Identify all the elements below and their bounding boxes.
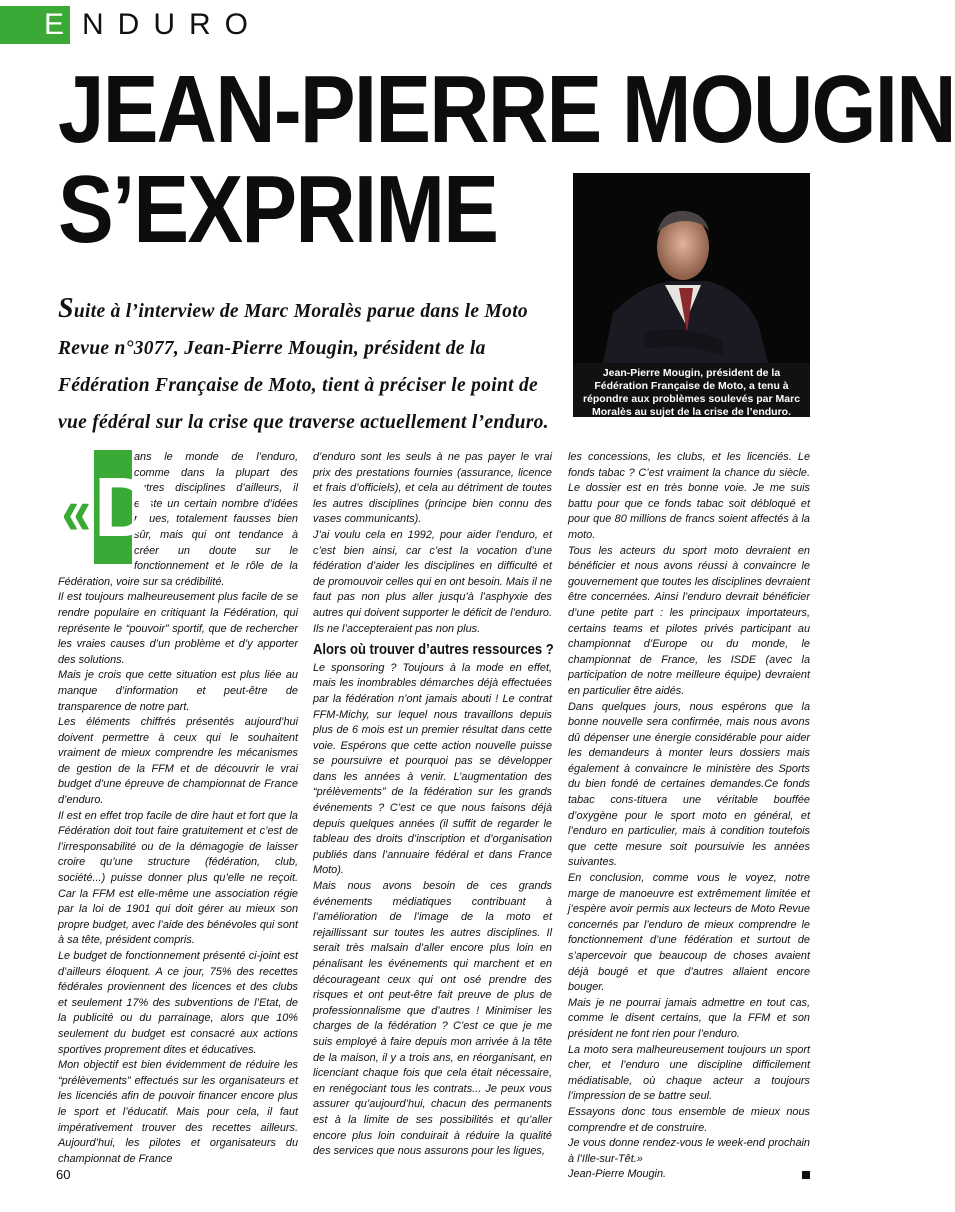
page-number: 60: [56, 1167, 71, 1182]
paragraph: La moto sera malheureusement toujours un sport cher, et l’enduro une discipline difficilement médiatisable, où chaque acteur a toujours l’impression de se battre seul.: [568, 1043, 810, 1103]
paragraph: Le sponsoring ? Toujours à la mode en effet, mais les inombrables démarches déjà effectuées par la fédération n’ont jamais abouti ! Le contrat FFM-Michy, sur lequel nous travaillons depuis plus de 6 mois est un premier résultat dans cette voie. Espérons que cette action nouvelle puisse se poursuivre et pourquoi pas se développer dans les années à venir. L’augmentation des “prélèvements” de la fédération sur les grands événements ? C’est ce que nous faisons déjà depuis quelques années (il suffit de regarder le tableau des droits d’inscription et d’organisation publiés dans l’annuaire fédéral et dans France Moto).: [313, 661, 552, 877]
drop-cap: [58, 450, 155, 572]
paragraph: Essayons donc tous ensemble de mieux nous comprendre et de construire.: [568, 1105, 810, 1134]
end-mark-icon: [802, 1171, 810, 1179]
lead-text: uite à l’interview de Marc Moralès parue dans le Moto Revue n°3077, Jean-Pierre Mougin, président de la Fédération Française de Moto, tient à préciser le point de vue fédéral sur la crise que traverse actuellement l’enduro.: [58, 301, 549, 433]
subheading: Alors où trouver d’autres ressources ?: [313, 642, 554, 659]
portrait-photo: [573, 173, 810, 363]
portrait-illustration: [573, 173, 810, 363]
headline: [58, 56, 955, 263]
signature-line: [568, 1167, 810, 1183]
rubric-word: NDURO: [82, 8, 262, 41]
paragraph: Mais je ne pourrai jamais admettre en tout cas, comme le disent certains, que la FFM et son président ne font rien pour l’enduro.: [568, 996, 810, 1040]
lead-initial: S: [58, 293, 74, 324]
paragraph: ans le monde de l’enduro, comme dans la plupart des autres disciplines d’ailleurs, il existe un certain nombre d’idées reçues, totalement fausses bien sûr, mais qui ont tendance à créer un doute sur le fonctionnement et le rôle de la Fédération, voire sur sa crédibilité.: [58, 451, 298, 588]
section-rubric: [0, 6, 262, 44]
lead-paragraph: [58, 290, 558, 441]
article-column-2: [313, 450, 552, 1160]
paragraph: Il est toujours malheureusement plus facile de se rendre populaire en critiquant la Fédération, qui représente le “pouvoir” sportif, que de rechercher les vraies causes d’un problème et d’y apporter des solutions.: [58, 591, 298, 666]
paragraph: Mais je crois que cette situation est plus liée au manque d’information et peut-être de transparence de notre part.: [58, 669, 298, 713]
drop-cap-letter: D: [94, 450, 132, 564]
paragraph: Dans quelques jours, nous espérons que la bonne nouvelle sera confirmée, mais nous avons dû dépenser une énergie considérable pour aider les demandeurs à monter leurs dossiers mais également à convaincre le ministère des Sports du bien fondé de certaines demandes.Ce fonds tabac cons-tituera une véritable bouffée d’oxygène pour le sport moto en général, et l’enduro en particulier, mais à condition toutefois que cette mesure soit poursuivie les années suivantes.: [568, 700, 810, 869]
paragraph: J’ai voulu cela en 1992, pour aider l’enduro, et c’est bien ainsi, car c’est la vocation d’une fédération d’aider les disciplines en difficulté et de promouvoir celles qui en ont besoin. Mais il ne faut pas non plus aller jusqu’à l’asphyxie des autres qui doivent supporter le déficit de l’enduro. Ils ne l’accepteraient pas non plus.: [313, 528, 552, 635]
paragraph: Mais nous avons besoin de ces grands événements médiatiques contribuant à l’amélioration de l’image de la moto et rejaillissant sur toutes les autres disciplines. Il serait très malsain d’aller encore plus loin en pénalisant les événements qui marchent et en décourageant ceux qui ont osé prendre des risques et ont peut-être fait preuve de plus de professionnalisme que d’autres ! Minimiser les charges de la fédération ? C’est ce que je me suis employé à faire depuis mon arrivée à la tête de la maison, il y a trois ans, en réorganisant, en licenciant chaque fois que cela était nécessaire, en renégociant tous les contrats... Je peux vous assurer qu’aujourd’hui, chacun des permanents est à la limite de ses possibilités et qu’aller encore plus loin conduirait à réduire la qualité des services que nous assurons pour les ligues,: [313, 880, 552, 1158]
paragraph: Les éléments chiffrés présentés aujourd’hui doivent permettre à ceux qui le souhaitent vraiment de mieux comprendre les mécanismes de gestion de la FFM et de découvrir le vrai budget d’une épreuve de championnat de France d’enduro.: [58, 716, 298, 807]
headline-line-1: JEAN-PIERRE MOUGIN: [58, 56, 955, 163]
headline-line-2: S’EXPRIME: [58, 156, 498, 263]
photo-caption: Jean-Pierre Mougin, président de la Fédération Française de Moto, a tenu à répondre aux problèmes soulevés par Marc Moralès au sujet de la crise de l’enduro.: [573, 363, 810, 417]
paragraph: les concessions, les clubs, et les licenciés. Le fonds tabac ? C’est vraiment la chance du siècle. Le dossier est en très bonne voie. Je me suis battu pour que ce fonds tabac soit débloqué et pour que 80 millions de francs soient affectés à la moto.: [568, 451, 810, 541]
paragraph: Je vous donne rendez-vous le week-end prochain à l’Ille-sur-Têt.»: [568, 1137, 810, 1165]
paragraph: Tous les acteurs du sport moto devraient en bénéficier et nous avons réussi à convaincre le gouvernement que toutes les disciplines devraient être concernées. Ainsi l’enduro devrait bénéficier d’une petite part : les principaux importateurs, certains teams et pilotes privés participant au championnat d’Europe ou du monde, le championnat de France, les ISDE (avec la participation de notre meilleure équipe) devraient en particulier être aidés.: [568, 544, 810, 697]
signature: Jean-Pierre Mougin.: [568, 1168, 667, 1181]
article-column-3: [568, 450, 810, 1183]
paragraph: En conclusion, comme vous le voyez, notre marge de manoeuvre est extrêmement limitée et j’espère avoir permis aux lecteurs de Moto Revue concernés par l’enduro de mieux comprendre le fonctionnement d’une fédération et surtout de s’apercevoir que beaucoup de choses avaient déjà bougé et que d’autres allaient encore bouger.: [568, 872, 810, 994]
paragraph: Il est en effet trop facile de dire haut et fort que la Fédération doit tout faire gratuitement et c’est de l’irresponsabilité ou de la démagogie de laisser croire qu’une structure (fédération, club, société...) puisse donner plus qu’elle ne reçoit. Car la FFM est elle-même une association régie par la loi de 1901 qui doit gérer au mieux son propre budget, avec l’aide des bénévoles qui sont à sa tête, président compris.: [58, 809, 298, 947]
paragraph: Le budget de fonctionnement présenté ci-joint est d’ailleurs éloquent. A ce jour, 75% des recettes fédérales proviennent des licences et des clubs et seulement 17% des subventions de l’Etat, de la publicité ou du parrainage, alors que 10% seulement du budget est consacré aux actions sportives proprement dites et éducatives.: [58, 950, 298, 1056]
paragraph: d’enduro sont les seuls à ne pas payer le vrai prix des prestations fournies (assurance, licence et frais d’officiels), et cela au détriment de toutes les autres disciplines (principe bien connu des vases communicants).: [313, 451, 552, 526]
rubric-initial: E: [0, 6, 70, 44]
article-column-1: [58, 450, 298, 1167]
opening-quote: «: [61, 474, 92, 548]
paragraph: Mon objectif est bien évidemment de réduire les “prélèvements” effectués sur les organisateurs et les licenciés afin de pouvoir financer encore plus le sport et l’éducatif. Mais pour cela, il faut impérativement trouver des recettes ailleurs. Aujourd’hui, les pilotes et organisateurs du championnat de France: [58, 1059, 298, 1165]
